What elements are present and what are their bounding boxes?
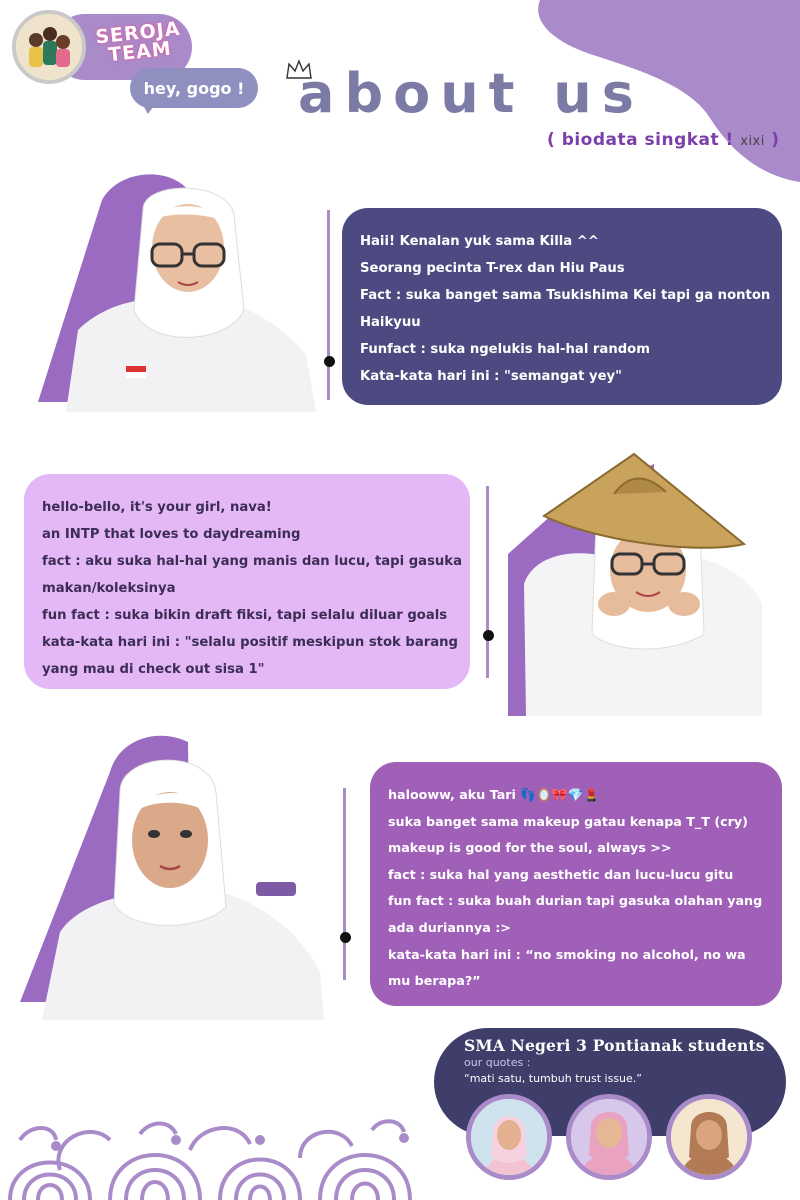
page-subtitle xyxy=(547,130,780,150)
profile-line: Haikyuu xyxy=(360,315,421,330)
profile-line: an INTP that loves to daydreaming xyxy=(42,527,301,542)
avatar-tari xyxy=(666,1094,752,1180)
profile-line: fact : suka hal yang aesthetic dan lucu-lucu gitu xyxy=(388,866,734,882)
person-photo-icon xyxy=(471,1099,547,1175)
page-title: about us xyxy=(298,62,644,125)
profile-line: Fact : suka banget sama Tsukishima Kei tapi ga nonton xyxy=(360,288,771,303)
profile-line: Seorang pecinta T-rex dan Hiu Paus xyxy=(360,261,625,276)
person-photo-icon xyxy=(571,1099,647,1175)
avatar-nava xyxy=(566,1094,652,1180)
profile-line: makeup is good for the soul, always >> xyxy=(388,840,672,856)
subtitle-close: ) xyxy=(771,130,780,150)
profile-line: suka banget sama makeup gatau kenapa T_T (cry) xyxy=(388,813,748,829)
profile-photo-killa xyxy=(38,170,318,412)
profile-line: kata-kata hari ini : “no smoking no alcohol, no wa xyxy=(388,946,746,962)
timeline-dot-1 xyxy=(324,356,335,367)
timeline-line-1 xyxy=(327,210,330,400)
timeline-line-3 xyxy=(343,788,346,980)
profile-line: makan/koleksinya xyxy=(42,581,176,596)
school-title: SMA Negeri 3 Pontianak students xyxy=(464,1036,765,1055)
profile-photo-nava xyxy=(504,444,766,716)
profile-line: Kata-kata hari ini : "semangat yey" xyxy=(360,369,622,384)
subtitle-small: xixi xyxy=(740,134,765,149)
profile-line: ada duriannya :> xyxy=(388,919,511,935)
greeting-bubble: hey, gogo ! xyxy=(130,68,258,108)
group-photo-icon xyxy=(16,14,82,80)
timeline-dot-2 xyxy=(483,630,494,641)
quotes-label: our quotes : xyxy=(464,1056,531,1069)
profile-card-tari xyxy=(370,762,782,1006)
timeline-line-2 xyxy=(486,486,489,678)
timeline-dot-3 xyxy=(340,932,351,943)
team-avatar xyxy=(12,10,86,84)
person-photo-icon xyxy=(671,1099,747,1175)
profile-line: fact : aku suka hal-hal yang manis dan lucu, tapi gasuka xyxy=(42,554,462,569)
subtitle-main: ( biodata singkat ! xyxy=(547,130,734,150)
profile-card-nava xyxy=(24,474,470,689)
profile-line: kata-kata hari ini : "selalu positif meskipun stok barang xyxy=(42,635,458,650)
avatar-killa xyxy=(466,1094,552,1180)
profile-line: fun fact : suka bikin draft fiksi, tapi selalu diluar goals xyxy=(42,608,448,623)
school-quote: “mati satu, tumbuh trust issue.” xyxy=(464,1072,642,1085)
profile-line: hello-bello, it's your girl, nava! xyxy=(42,500,272,515)
profile-line: fun fact : suka buah durian tapi gasuka olahan yang xyxy=(388,893,763,909)
profile-line: Funfact : suka ngelukis hal-hal random xyxy=(360,342,650,357)
profile-line: halooww, aku Tari 👣🪞🎀💎💄 xyxy=(388,787,600,802)
team-badge-label: SEROJA TEAM xyxy=(94,17,182,67)
wave-pattern-decoration xyxy=(0,1110,440,1200)
profile-line: Haii! Kenalan yuk sama Killa ^^ xyxy=(360,234,599,249)
profile-photo-tari xyxy=(20,732,324,1020)
profile-line: yang mau di check out sisa 1" xyxy=(42,662,265,677)
profile-line: mu berapa?” xyxy=(388,973,481,989)
profile-card-killa xyxy=(342,208,782,405)
